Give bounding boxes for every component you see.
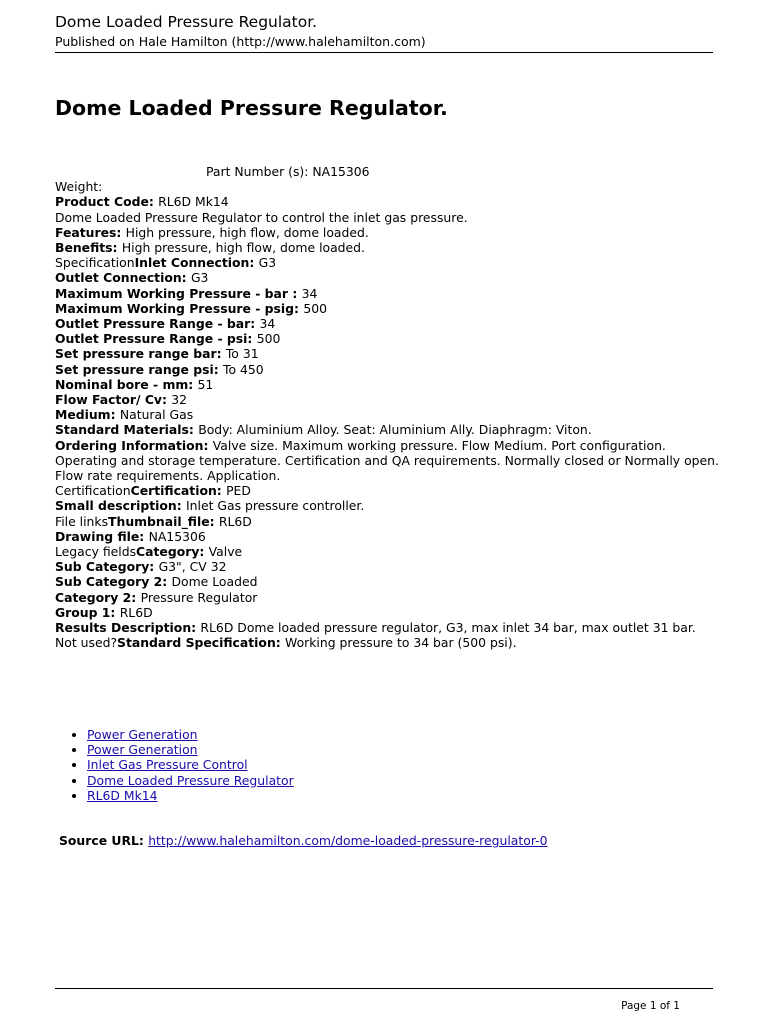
- sub-category-label: Sub Category:: [55, 559, 159, 575]
- outlet-pressure-range-psi-value: 500: [256, 331, 281, 347]
- list-item: [87, 727, 294, 742]
- standard-specification-label: Standard Specification:: [117, 635, 286, 651]
- list-item: [87, 742, 294, 757]
- medium-value: Natural Gas: [119, 407, 194, 423]
- thumbnail-file-label: Thumbnail_file:: [108, 513, 219, 529]
- nominal-bore-label: Nominal bore - mm:: [55, 376, 198, 392]
- description-row: Dome Loaded Pressure Regulator to control the inlet gas pressure.: [55, 209, 468, 225]
- max-working-pressure-bar-label: Maximum Working Pressure - bar :: [55, 285, 302, 301]
- sub-category-value: G3", CV 32: [158, 559, 227, 575]
- part-number-row: [55, 164, 720, 179]
- max-working-pressure-bar-row: [55, 286, 720, 301]
- drawing-file-label: Drawing file:: [55, 528, 149, 544]
- max-working-pressure-psig-row: [55, 301, 720, 316]
- header-title: Dome Loaded Pressure Regulator.: [55, 13, 318, 31]
- source-url-row: [59, 833, 547, 848]
- legacy-fields-group-label: Legacy fields: [55, 544, 137, 560]
- medium-row: [55, 407, 720, 422]
- certification-value: PED: [226, 483, 251, 499]
- standard-materials-row: [55, 422, 720, 437]
- max-working-pressure-psig-label: Maximum Working Pressure - psig:: [55, 300, 304, 316]
- benefits-label: Benefits:: [55, 240, 122, 256]
- product-code-value: RL6D Mk14: [158, 194, 229, 210]
- inlet-connection-value: G3: [258, 255, 277, 271]
- outlet-pressure-range-bar-value: 34: [259, 316, 276, 332]
- category-value: Valve: [208, 544, 243, 560]
- source-url-label: Source URL:: [59, 833, 149, 848]
- features-label: Features:: [55, 224, 126, 240]
- sub-category-row: [55, 559, 720, 574]
- weight-label: Weight:: [55, 179, 103, 195]
- product-code-row: [55, 194, 720, 209]
- small-description-row: [55, 498, 720, 513]
- outlet-connection-row: [55, 270, 720, 285]
- medium-label: Medium:: [55, 407, 120, 423]
- certification-label: Certification:: [130, 483, 227, 499]
- header-divider: [55, 52, 713, 53]
- source-url-link[interactable]: http://www.halehamilton.com/dome-loaded-pressure-regulator-0: [148, 833, 548, 848]
- small-description-label: Small description:: [55, 498, 186, 514]
- page-number: Page 1 of 1: [621, 1000, 680, 1012]
- product-code-label: Product Code:: [55, 194, 159, 210]
- nominal-bore-row: [55, 377, 720, 392]
- thumbnail-file-value: RL6D: [218, 513, 252, 529]
- footer-divider: [55, 988, 713, 989]
- certification-row: [55, 483, 720, 498]
- page-header: [55, 12, 713, 50]
- list-item: [87, 757, 294, 772]
- category-row: [55, 544, 720, 559]
- product-details: [55, 164, 720, 651]
- page-title: Dome Loaded Pressure Regulator.: [55, 96, 448, 120]
- category-links-list: [55, 727, 294, 803]
- part-number-value: NA15306: [312, 164, 370, 179]
- sub-category-2-label: Sub Category 2:: [55, 574, 172, 590]
- set-pressure-range-bar-row: [55, 346, 720, 361]
- sub-category-2-row: [55, 574, 720, 589]
- list-item: [87, 773, 294, 788]
- part-number-label: Part Number (s):: [206, 164, 313, 179]
- certification-group-label: Certification: [55, 483, 131, 499]
- results-description-value: RL6D Dome loaded pressure regulator, G3, max inlet 34 bar, max outlet 31 bar.: [200, 620, 696, 636]
- features-row: [55, 225, 720, 240]
- outlet-connection-label: Outlet Connection:: [55, 270, 191, 286]
- group-1-row: [55, 605, 720, 620]
- set-pressure-range-psi-row: [55, 362, 720, 377]
- link-inlet-gas-pressure-control[interactable]: Inlet Gas Pressure Control: [87, 757, 248, 773]
- link-dome-loaded-pressure-regulator[interactable]: Dome Loaded Pressure Regulator: [87, 772, 294, 788]
- ordering-information-label: Ordering Information:: [55, 437, 213, 453]
- standard-specification-value: Working pressure to 34 bar (500 psi).: [285, 635, 517, 651]
- drawing-file-value: NA15306: [148, 528, 206, 544]
- flow-factor-label: Flow Factor/ Cv:: [55, 392, 172, 408]
- standard-specification-row: [55, 635, 720, 650]
- standard-materials-value: Body: Aluminium Alloy. Seat: Aluminium Ally. Diaphragm: Viton.: [198, 422, 592, 438]
- category-label: Category:: [136, 544, 209, 560]
- max-working-pressure-psig-value: 500: [303, 300, 327, 316]
- link-power-generation[interactable]: Power Generation: [87, 727, 198, 742]
- category-2-label: Category 2:: [55, 589, 141, 605]
- not-used-group-label: Not used?: [55, 635, 118, 651]
- inlet-connection-row: [55, 255, 720, 270]
- flow-factor-value: 32: [171, 392, 188, 408]
- outlet-pressure-range-bar-label: Outlet Pressure Range - bar:: [55, 316, 260, 332]
- drawing-file-row: [55, 529, 720, 544]
- set-pressure-range-bar-value: To 31: [225, 346, 259, 362]
- category-2-value: Pressure Regulator: [140, 589, 258, 605]
- link-power-generation-2[interactable]: Power Generation: [87, 742, 198, 758]
- standard-materials-label: Standard Materials:: [55, 422, 199, 438]
- link-rl6d-mk14[interactable]: RL6D Mk14: [87, 787, 158, 803]
- outlet-pressure-range-bar-row: [55, 316, 720, 331]
- benefits-row: [55, 240, 720, 255]
- small-description-value: Inlet Gas pressure controller.: [186, 498, 365, 514]
- ordering-information-value: Valve size. Maximum working pressure. Flow Medium. Port configuration. Operating and storage temperature. Certification and QA requirements. Normally closed or Normally open. Flow rate requirements. Application.: [55, 437, 719, 484]
- inlet-connection-label: Inlet Connection:: [134, 255, 259, 271]
- max-working-pressure-bar-value: 34: [301, 285, 318, 301]
- benefits-value: High pressure, high flow, dome loaded.: [121, 240, 365, 256]
- nominal-bore-value: 51: [197, 376, 214, 392]
- group-1-label: Group 1:: [55, 604, 120, 620]
- thumbnail-file-row: [55, 514, 720, 529]
- outlet-pressure-range-psi-row: [55, 331, 720, 346]
- outlet-pressure-range-psi-label: Outlet Pressure Range - psi:: [55, 331, 257, 347]
- set-pressure-range-bar-label: Set pressure range bar:: [55, 346, 226, 362]
- weight-row: [55, 179, 720, 194]
- header-published-line: Published on Hale Hamilton (http://www.halehamilton.com): [55, 34, 426, 49]
- set-pressure-range-psi-value: To 450: [223, 361, 264, 377]
- list-item: [87, 788, 294, 803]
- specification-group-label: Specification: [55, 255, 135, 271]
- flow-factor-row: [55, 392, 720, 407]
- ordering-information-row: [55, 438, 720, 484]
- results-description-label: Results Description:: [55, 620, 201, 636]
- category-2-row: [55, 590, 720, 605]
- set-pressure-range-psi-label: Set pressure range psi:: [55, 361, 223, 377]
- sub-category-2-value: Dome Loaded: [171, 574, 258, 590]
- results-description-row: [55, 620, 720, 635]
- features-value: High pressure, high flow, dome loaded.: [125, 224, 369, 240]
- file-links-group-label: File links: [55, 513, 109, 529]
- group-1-value: RL6D: [119, 604, 153, 620]
- outlet-connection-value: G3: [190, 270, 209, 286]
